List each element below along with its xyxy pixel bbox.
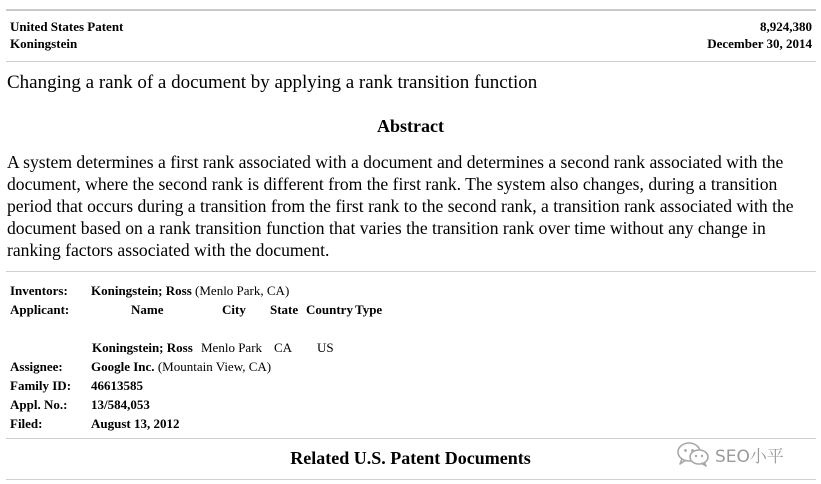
applicant-table-header [10, 300, 610, 319]
applicant-name: Koningstein; Ross [92, 340, 193, 355]
inventor-name: Koningstein; Ross [91, 283, 192, 298]
bibliographic-lower [10, 357, 610, 433]
family-id-value: 46613585 [91, 378, 143, 393]
header-inventor-name: Koningstein [10, 36, 78, 51]
patent-title: Changing a rank of a document by applying a rank transition function [7, 72, 538, 93]
filed-value: August 13, 2012 [91, 416, 180, 431]
assignee-name: Google Inc. [91, 359, 155, 374]
appl-no-row [10, 395, 610, 414]
abstract-text: A system determines a first rank associated with a document and determines a second rank associated with the document, where the second rank is different from the first rank. The system also changes, during a transition period that occurs during a transition from the first rank to the second rank, a transition rank associated with the document based on a rank transition function that varies the transition rank over time without any change in ranking factors associated with the document. [7, 152, 794, 260]
assignee-row [10, 357, 610, 376]
patent-number: 8,924,380 [760, 19, 812, 34]
wechat-icon [676, 441, 710, 467]
patent-header-right [707, 18, 812, 52]
applicant-col-state: State [270, 302, 299, 317]
family-id-label: Family ID: [10, 378, 72, 393]
inventors-label: Inventors: [10, 283, 68, 298]
watermark-text: SEO小平 [715, 446, 784, 467]
top-rule [6, 9, 816, 11]
assignee-value [91, 357, 271, 376]
related-documents-heading: Related U.S. Patent Documents [290, 448, 531, 468]
patent-header-left [10, 18, 123, 52]
assignee-location: (Mountain View, CA) [157, 359, 272, 374]
applicant-table-row [10, 338, 610, 357]
applicant-col-name: Name [131, 302, 164, 317]
family-id-row [10, 376, 610, 395]
appl-no-value: 13/584,053 [91, 397, 150, 412]
applicant-col-type: Type [355, 302, 383, 317]
bibliographic-data [10, 281, 810, 431]
bibliographic-rule [6, 438, 816, 439]
appl-no-label: Appl. No.: [10, 397, 68, 412]
applicant-city: Menlo Park [201, 340, 263, 355]
filed-row [10, 414, 610, 433]
abstract-rule [6, 271, 816, 272]
patent-office-label: United States Patent [10, 19, 124, 34]
inventors-value [91, 281, 289, 300]
assignee-label: Assignee: [10, 359, 63, 374]
applicant-label: Applicant: [10, 302, 70, 317]
abstract-heading: Abstract [377, 116, 444, 136]
filed-label: Filed: [10, 416, 43, 431]
applicant-col-city: City [222, 302, 246, 317]
bottom-rule [6, 479, 816, 480]
inventors-row [10, 281, 810, 300]
inventor-location: (Menlo Park, CA) [195, 283, 290, 298]
applicant-state: CA [274, 340, 293, 355]
header-rule [6, 61, 816, 62]
applicant-col-country: Country [306, 302, 353, 317]
watermark [676, 441, 784, 467]
applicant-country: US [317, 340, 334, 355]
patent-date: December 30, 2014 [707, 36, 812, 51]
